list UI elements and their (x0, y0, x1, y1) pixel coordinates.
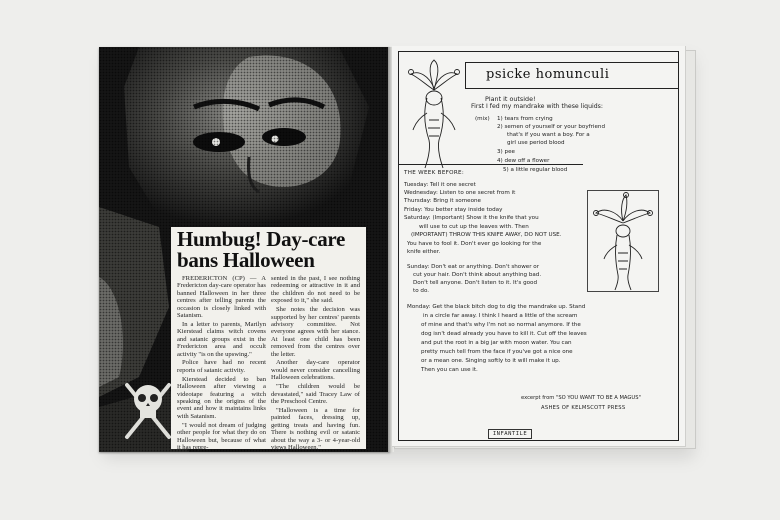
handwritten-line: of mine and that's why I'm not so normal anymore. If the (421, 322, 581, 328)
handwritten-line: cut your hair. Don't think about anything bad. (413, 272, 542, 278)
clipping-paragraph: "The children would be devastated," said Tracey Law of the Preschool Centre. (271, 383, 360, 405)
left-page (99, 47, 390, 452)
handwritten-line: in a circle far away. I think I heard a little of the scream (423, 313, 578, 319)
handwritten-line: 5) a little regular blood (503, 167, 568, 173)
handwritten-line: will use to cut up the leaves with. Then (419, 224, 529, 230)
publisher-credit: ASHES OF KELMSCOTT PRESS (541, 405, 626, 411)
handwritten-line: First I fed my mandrake with these liquids: (471, 103, 603, 110)
handwritten-line: You have to fool it. Don't ever go looking for the (407, 241, 542, 247)
page-title: psicke homunculi (486, 67, 610, 82)
handwritten-line: 4) dew off a flower (497, 158, 550, 164)
handwritten-line: Monday: Get the black bitch dog to dig the mandrake up. Stand (407, 304, 586, 310)
handwritten-line: 3) pee (497, 149, 515, 155)
title-box (465, 62, 679, 89)
handwritten-line: or a mean one. Singing softly to it will make it up. (421, 358, 561, 364)
handwritten-line: that's if you want a boy. For a (507, 132, 590, 138)
handwritten-line: (IMPORTANT) THROW THIS KNIFE AWAY, DO NOT USE. (411, 232, 562, 238)
clipping-paragraph: In a letter to parents, Marilyn Kierstead claims witch covens and satanic groups exist in the Fredericton area and occult activity "is on the upswing." (177, 320, 266, 358)
clipping-headline: Humbug! Day-care bans Halloween (177, 227, 346, 272)
clipping-paragraph: Police have had no recent reports of satanic activity. (177, 359, 266, 374)
clipping-paragraph: Kierstead decided to ban Halloween after viewing a videotape featuring a witch speaking on the origins of the event and how it maintains links with Satanism. (177, 375, 266, 420)
mandrake-drawing-icon (405, 58, 463, 170)
clipping-paragraph: sented in the past, I see nothing redeeming or attractive in it and the children do not need to be exposed to it," she said. (271, 275, 360, 305)
clipping-paragraph: FREDERICTON (CP) — A Fredericton day-care operator has banned Halloween in her three centres after telling parents the occasion is closely linked with Satanism. (177, 275, 266, 320)
handwritten-line: dog isn't dead already you have to kill it. Cut off the leaves (421, 331, 587, 337)
handwritten-line: Tuesday: Tell it one secret (404, 182, 476, 188)
handwritten-line: girl use period blood (507, 140, 565, 146)
clipping-paragraph: "I would not dream of judging other people for what they do on Halloween but, because of what it has repre- (177, 421, 266, 451)
mandrake-drawing-icon (587, 190, 659, 292)
week-header: THE WEEK BEFORE: (404, 170, 465, 176)
handwritten-line: Wednesday: Listen to one secret from it (404, 190, 516, 196)
right-page (392, 46, 686, 447)
clipping-paragraph: She notes the decision was supported by her centres' parents advisory committee. Not everyone agrees with her stance. At least one child has been removed from the centres over the letter. (271, 306, 360, 358)
clipping-column-2 (271, 275, 360, 452)
handwritten-line: knife either. (407, 249, 441, 255)
handwritten-line: Don't tell anyone. Don't listen to it. It's good (413, 280, 538, 286)
handwritten-line: Then you can use it. (421, 367, 478, 373)
footer-label: INFANTILE (488, 429, 532, 439)
clipping-paragraph: "Halloween is a time for painted faces, dressing up, getting treats and having fun. There is nothing evil or satanic about the way a 3- or 4-year-old views Halloween." (271, 406, 360, 451)
clipping-column-1 (177, 275, 266, 452)
newspaper-clipping (171, 227, 366, 449)
handwritten-line: Sunday: Don't eat or anything. Don't shower or (407, 264, 540, 270)
handwritten-line: and put the root in a big jar with moon water. You can (421, 340, 572, 346)
handwritten-line: (mix) (475, 116, 490, 122)
handwritten-line: Plant it outside! (485, 95, 536, 103)
handwritten-line: to do. (413, 288, 430, 294)
handwritten-line: Saturday: (Important) Show it the knife that you (404, 215, 539, 221)
handwritten-line: pretty much tell from the face if you've got a nice one (421, 349, 573, 355)
handwritten-line: 1) tears from crying (497, 116, 553, 122)
divider-line (399, 164, 583, 165)
excerpt-credit: excerpt from "SO YOU WANT TO BE A MAGUS" (521, 395, 641, 401)
handwritten-line: Friday: You better stay inside today (404, 207, 503, 213)
handwritten-line: 2) semen of yourself or your boyfriend (497, 124, 605, 130)
page-border (398, 51, 679, 441)
clipping-paragraph: Another day-care operator would never consider cancelling Halloween celebrations. (271, 359, 360, 382)
handwritten-line: Thursday: Bring it someone (404, 198, 481, 204)
